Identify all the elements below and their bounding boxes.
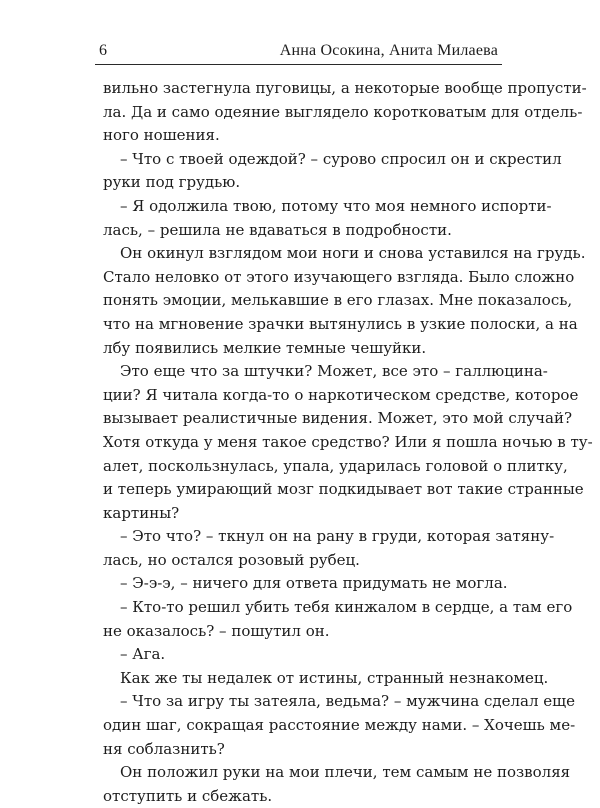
text-line: вильно застегнула пуговицы, а некоторые вообще пропусти-: [103, 79, 587, 97]
page-header: [95, 40, 502, 65]
text-line: алет, поскользнулась, упала, ударилась головой о плитку,: [103, 456, 568, 475]
text-line: ции? Я читала когда-то о наркотическом средстве, которое: [103, 385, 579, 404]
text-line: Он окинул взглядом мои ноги и снова уставился на грудь.: [120, 244, 586, 263]
text-line: Как же ты недалек от истины, странный незнакомец.: [120, 668, 549, 687]
running-title: Анна Осокина, Анита Милаева: [279, 42, 498, 59]
text-line: отступить и сбежать.: [103, 786, 273, 805]
text-line: вызывает реалистичные видения. Может, это мой случай?: [103, 409, 573, 428]
text-line: ня соблазнить?: [103, 739, 225, 758]
text-line: лась, но остался розовый рубец.: [103, 550, 360, 569]
text-line: Он положил руки на мои плечи, тем самым не позволяя: [120, 763, 571, 782]
text-line: Это еще что за штучки? Может, все это – галлюцина-: [120, 362, 548, 381]
text-line: – Это что? – ткнул он на рану в груди, которая затяну-: [120, 527, 555, 546]
text-line: – Я одолжила твою, потому что моя немного испорти-: [120, 196, 552, 215]
text-line: – Э-э-э, – ничего для ответа придумать не могла.: [120, 574, 508, 593]
text-line: лась, – решила не вдаваться в подробности.: [103, 220, 452, 239]
text-line: Хотя откуда у меня такое средство? Или я пошла ночью в ту-: [103, 432, 593, 451]
body-text: [103, 77, 593, 808]
text-line: – Кто-то решил убить тебя кинжалом в сердце, а там его: [120, 598, 573, 617]
text-line: ла. Да и само одеяние выглядело коротковатым для отдель-: [103, 102, 583, 121]
text-line: ного ношения.: [103, 126, 220, 145]
page-number: 6: [99, 42, 107, 59]
text-line: понять эмоции, мелькавшие в его глазах. Мне показалось,: [103, 291, 573, 310]
text-line: что на мгновение зрачки вытянулись в узкие полоски, а на: [103, 314, 578, 333]
text-line: Стало неловко от этого изучающего взгляда. Было сложно: [103, 267, 575, 286]
text-line: и теперь умирающий мозг подкидывает вот такие странные: [103, 480, 584, 499]
text-line: картины?: [103, 503, 180, 522]
text-line: руки под грудью.: [103, 173, 241, 192]
text-line: – Что с твоей одеждой? – сурово спросил он и скрестил: [120, 149, 562, 168]
text-line: лбу появились мелкие темные чешуйки.: [103, 338, 427, 357]
text-line: – Что за игру ты затеяла, ведьма? – мужчина сделал еще: [120, 692, 575, 711]
text-line: – Ага.: [120, 645, 166, 664]
text-line: не оказалось? – пошутил он.: [103, 621, 330, 640]
text-line: один шаг, сокращая расстояние между нами. – Хочешь ме-: [103, 716, 576, 735]
